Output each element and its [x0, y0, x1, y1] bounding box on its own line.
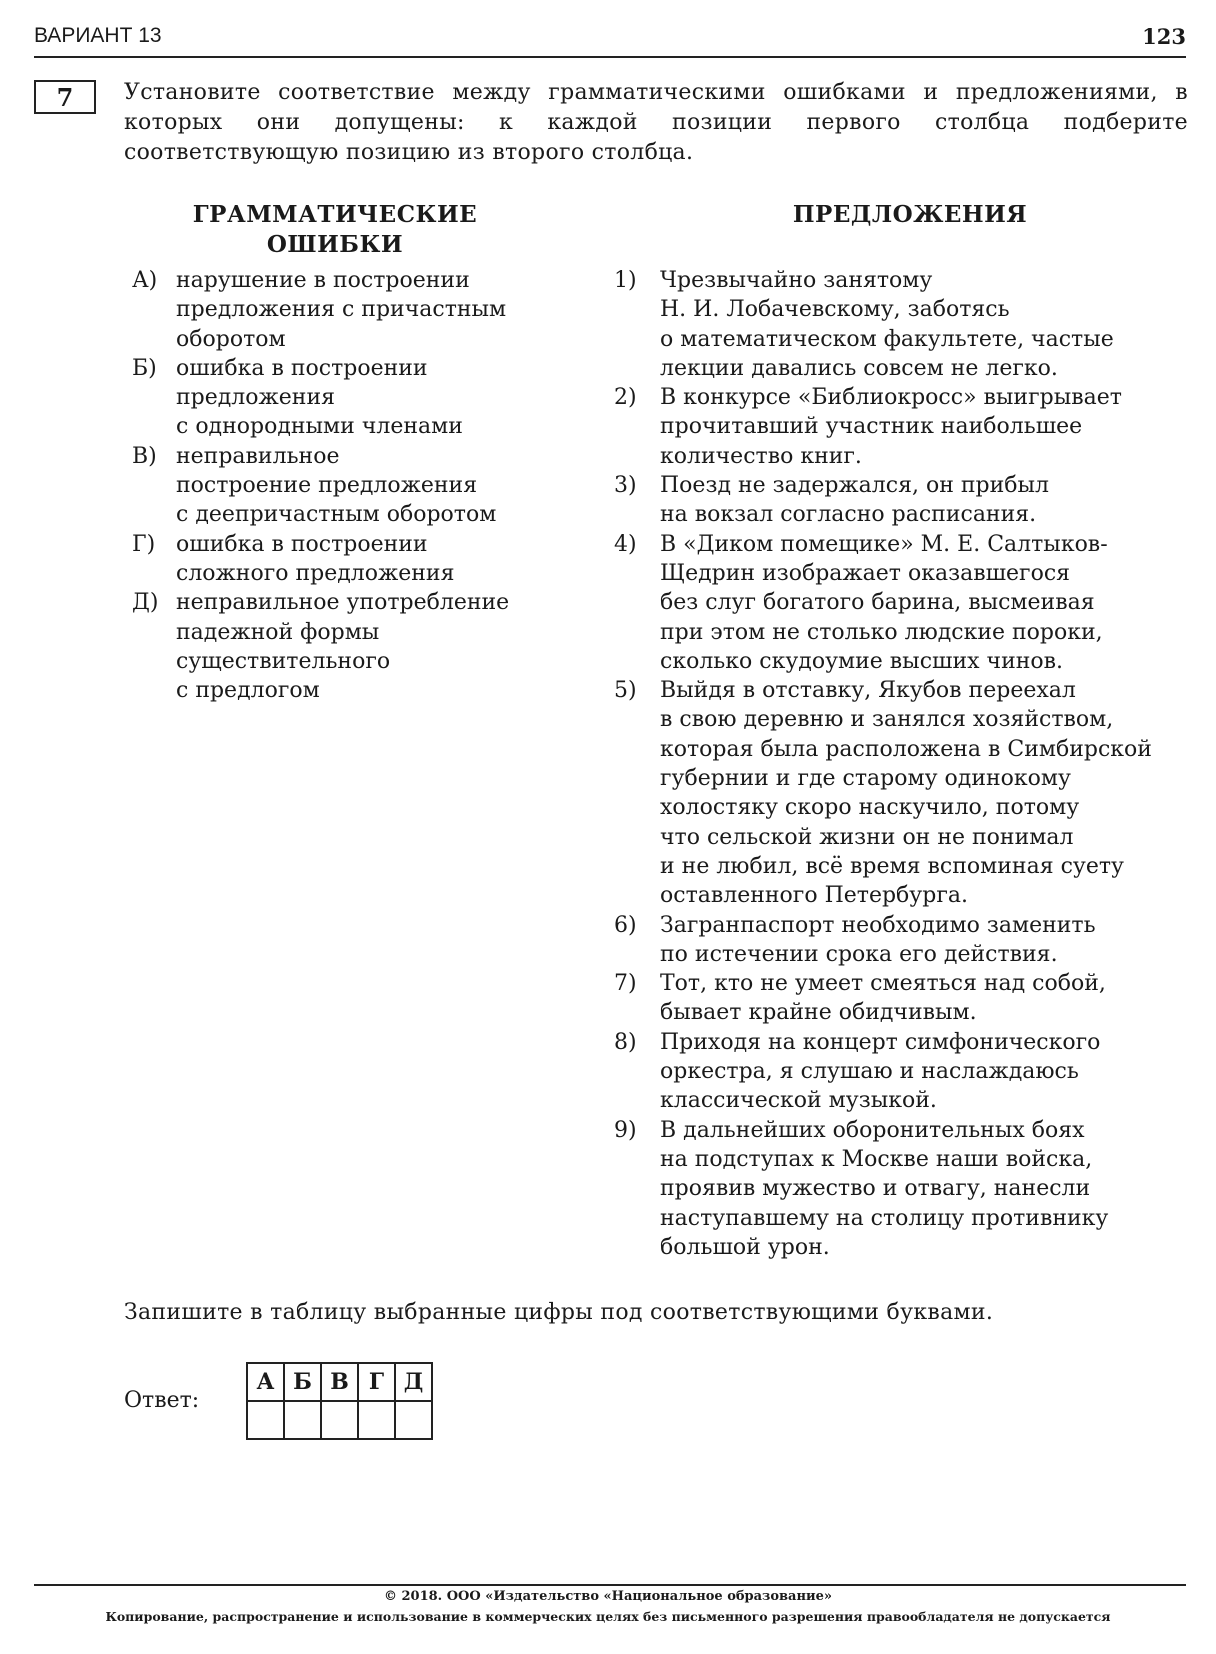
list-item — [614, 471, 1194, 530]
header-divider — [34, 56, 1186, 58]
item-text: В конкурсе «Библиокросс» выигрывает прочитавший участник наибольшее количество книг. — [660, 385, 1122, 469]
list-item — [132, 354, 552, 442]
item-text: ошибка в построении сложного предложения — [176, 531, 455, 586]
answer-letters-row — [247, 1363, 432, 1401]
answer-letter-cell: Б — [284, 1363, 321, 1401]
variant-label: ВАРИАНТ 13 — [34, 24, 162, 47]
list-item — [614, 530, 1194, 676]
list-item — [614, 1116, 1194, 1262]
answer-input-cell-v[interactable] — [321, 1401, 358, 1439]
answer-table — [246, 1362, 433, 1440]
list-item — [132, 442, 552, 530]
answer-letter-cell: В — [321, 1363, 358, 1401]
item-marker: 3) — [614, 473, 637, 499]
item-marker: 5) — [614, 678, 637, 704]
list-item — [132, 588, 552, 705]
page-number: 123 — [1142, 24, 1186, 49]
list-item — [614, 911, 1194, 970]
right-column-heading: ПРЕДЛОЖЕНИЯ — [792, 201, 1028, 228]
item-marker: 9) — [614, 1117, 637, 1143]
answer-input-cell-g[interactable] — [358, 1401, 395, 1439]
answer-input-cell-d[interactable] — [395, 1401, 432, 1439]
list-item — [614, 1028, 1194, 1116]
item-text: Приходя на концерт симфонического оркестра, я слушаю и наслаждаюсь классической музыкой. — [660, 1029, 1101, 1114]
answer-letter-cell: Д — [395, 1363, 432, 1401]
item-marker: 7) — [614, 971, 637, 997]
item-text: В дальнейших оборонительных боях на подступах к Москве наши войска, проявив мужество и отвагу, нанесли наступавшему на столицу противнику большой урон. — [660, 1117, 1109, 1260]
item-marker: 8) — [614, 1029, 637, 1055]
item-marker: В) — [132, 443, 157, 469]
item-marker: Д) — [132, 590, 159, 616]
item-text: В «Диком помещике» М. Е. Салтыков- Щедрин изображает оказавшегося без слуг богатого барина, высмеивая при этом не столько людские пороки, сколько скудоумие высших чинов. — [660, 531, 1108, 674]
item-marker: 1) — [614, 268, 637, 293]
item-marker: Б) — [132, 355, 157, 381]
item-marker: 4) — [614, 531, 637, 557]
item-text: нарушение в построении предложения с причастным оборотом — [176, 268, 507, 352]
list-item — [132, 530, 552, 589]
footer-legal-notice: Копирование, распространение и использование в коммерческих целях без письменного разрешения правообладателя не допускается — [105, 1609, 1111, 1624]
item-text: Выйдя в отставку, Якубов переехал в свою деревню и занялся хозяйством, которая была расположена в Симбирской губернии и где старому одинокому холостяку скоро наскучило, потому что сельской жизни он не понимал и не любил, всё время вспоминая суету оставленного Петербурга. — [660, 678, 1152, 909]
item-text: Тот, кто не умеет смеяться над собой, бывает крайне обидчивым. — [660, 971, 1106, 1026]
item-marker: 6) — [614, 912, 637, 938]
footer-divider — [34, 1584, 1186, 1586]
answer-label: Ответ: — [124, 1388, 200, 1413]
item-marker: А) — [132, 268, 158, 293]
answer-letter-cell: А — [247, 1363, 284, 1401]
item-text: Поезд не задержался, он прибыл на вокзал согласно расписания. — [660, 473, 1049, 528]
sentences-list — [614, 266, 1194, 1262]
list-item — [614, 969, 1194, 1028]
item-text: ошибка в построении предложения с однородными членами — [176, 355, 463, 440]
list-item — [132, 266, 552, 354]
list-item — [614, 266, 1194, 383]
task-number-box: 7 — [34, 80, 96, 114]
item-marker: 2) — [614, 385, 637, 411]
answer-instruction: Запишите в таблицу выбранные цифры под соответствующими буквами. — [124, 1300, 994, 1325]
footer-copyright: © 2018. ООО «Издательство «Национальное образование» — [383, 1589, 833, 1604]
task-instruction: Установите соответствие между грамматическими ошибками и предложениями, в которых они допущены: к каждой позиции первого столбца подберите соответствующую позицию из второго столбца. — [124, 80, 1188, 165]
answer-input-cell-b[interactable] — [284, 1401, 321, 1439]
grammar-errors-list — [132, 266, 552, 705]
item-text: неправильное построение предложения с деепричастным оборотом — [176, 443, 497, 528]
list-item — [614, 383, 1194, 471]
item-marker: Г) — [132, 531, 156, 557]
answer-letter-cell: Г — [358, 1363, 395, 1401]
list-item — [614, 676, 1194, 910]
item-text: Чрезвычайно занятому Н. И. Лобачевскому, заботясь о математическом факультете, частые лекции давались совсем не легко. — [660, 268, 1114, 381]
answer-input-cell-a[interactable] — [247, 1401, 284, 1439]
answer-values-row — [247, 1401, 432, 1439]
item-text: неправильное употребление падежной формы существительного с предлогом — [176, 590, 510, 704]
item-text: Загранпаспорт необходимо заменить по истечении срока его действия. — [660, 912, 1096, 967]
left-column-heading: ГРАММАТИЧЕСКИЕ ОШИБКИ — [192, 201, 478, 258]
